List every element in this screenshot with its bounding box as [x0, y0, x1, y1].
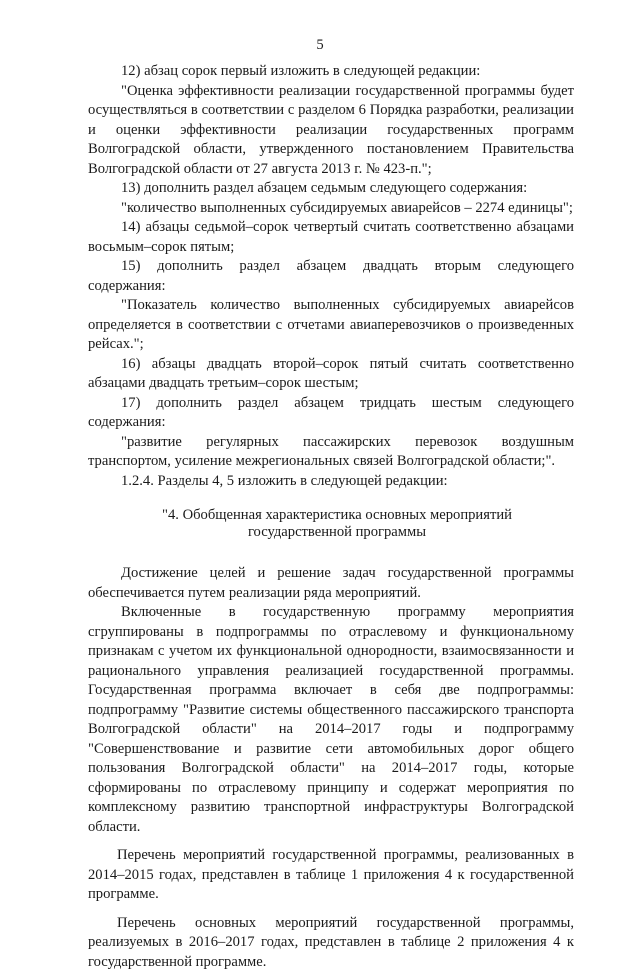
paragraph-item-1-2-4: 1.2.4. Разделы 4, 5 изложить в следующей редакции: — [88, 472, 574, 492]
section-paragraph-table-1: Перечень мероприятий государственной программы, реализованных в 2014–2015 годах, представлен в таблице 1 приложения 4 к государственной программе. — [88, 846, 574, 905]
page-number: 5 — [0, 36, 640, 56]
paragraph-item-13: 13) дополнить раздел абзацем седьмым следующего содержания: — [88, 179, 574, 199]
paragraph-quote-flights-count: "количество выполненных субсидируемых авиарейсов – 2274 единицы"; — [88, 199, 574, 219]
section-paragraph-goals: Достижение целей и решение задач государственной программы обеспечивается путем реализации ряда мероприятий. — [88, 564, 574, 603]
section-heading-line-1: "4. Обобщенная характеристика основных мероприятий — [88, 507, 574, 524]
section-paragraph-subprograms: Включенные в государственную программу мероприятия сгруппированы в подпрограммы по отраслевому и функциональному признакам с учетом их функциональной однородности, взаимосвязанности и рационального управления реализацией государственной программы. Государственная программа включает в себя две подпрограммы: подпрограмму "Развитие системы общественного пассажирского транспорта Волгоградской области" на 2014–2017 годы и подпрограмму "Совершенствование и развитие сети автомобильных дорог общего пользования Волгоградской области" на 2014–2017 годы, которые сформированы по отраслевому принципу и содержат мероприятия по комплексному развитию транспортной инфраструктуры Волгоградской области. — [88, 603, 574, 837]
section-heading-line-2: государственной программы — [88, 524, 574, 541]
section-paragraph-table-2: Перечень основных мероприятий государственной программы, реализуемых в 2016–2017 годах, представлен в таблице 2 приложения 4 к государственной программе. — [88, 914, 574, 972]
paragraph-item-12: 12) абзац сорок первый изложить в следующей редакции: — [88, 62, 574, 82]
document-body — [88, 62, 574, 972]
paragraph-item-16: 16) абзацы двадцать второй–сорок пятый считать соответственно абзацами двадцать третьим–сорок шестым; — [88, 355, 574, 394]
paragraph-item-14: 14) абзацы седьмой–сорок четвертый считать соответственно абзацами восьмым–сорок пятым; — [88, 218, 574, 257]
paragraph-item-15: 15) дополнить раздел абзацем двадцать вторым следующего содержания: — [88, 257, 574, 296]
paragraph-quote-indicator: "Показатель количество выполненных субсидируемых авиарейсов определяется в соответствии с отчетами авиаперевозчиков о произведенных рейсах."; — [88, 296, 574, 355]
paragraph-item-17: 17) дополнить раздел абзацем тридцать шестым следующего содержания: — [88, 394, 574, 433]
paragraph-quote-evaluation: "Оценка эффективности реализации государственной программы будет осуществляться в соответствии с разделом 6 Порядка разработки, реализации и оценки эффективности реализации государственных программ Волгоградской области, утвержденного постановлением Правительства Волгоградской области от 27 августа 2013 г. № 423-п."; — [88, 82, 574, 180]
paragraph-quote-air-transport: "развитие регулярных пассажирских перевозок воздушным транспортом, усиление межрегиональных связей Волгоградской области;". — [88, 433, 574, 472]
